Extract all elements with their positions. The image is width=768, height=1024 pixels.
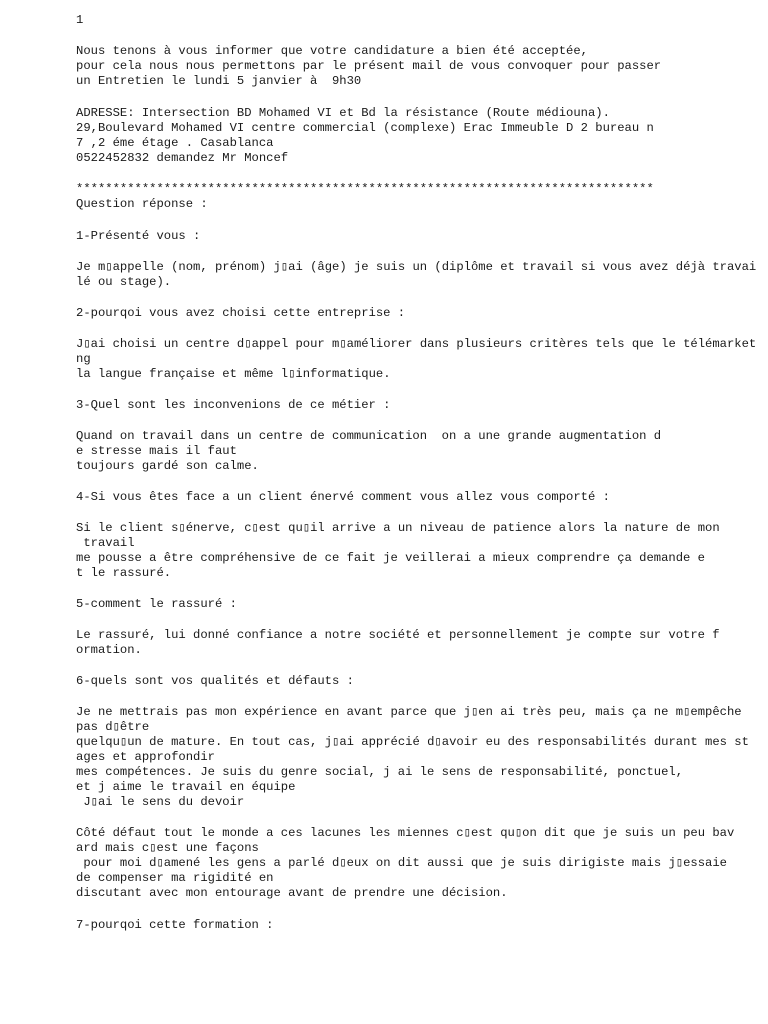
question-heading: 1-Présenté vous : xyxy=(76,229,201,243)
text-line: Je ne mettrais pas mon expérience en avant parce que j▯en ai très peu, mais ça ne m▯empêche xyxy=(76,705,742,719)
question-heading: 6-quels sont vos qualités et défauts : xyxy=(76,674,354,688)
text-line: ormation. xyxy=(76,643,142,657)
text-line: ages et approfondir xyxy=(76,750,215,764)
question-heading: 5-comment le rassuré : xyxy=(76,597,237,611)
text-line: pour cela nous nous permettons par le présent mail de vous convoquer pour passer xyxy=(76,59,662,73)
text-line: mes compétences. Je suis du genre social, j ai le sens de responsabilité, ponctuel, xyxy=(76,765,684,779)
page-number: 1 xyxy=(76,13,84,27)
text-line: travail xyxy=(76,536,135,550)
text-line: J▯ai le sens du devoir xyxy=(76,795,245,809)
text-line: Quand on travail dans un centre de communication on a une grande augmentation d xyxy=(76,429,662,443)
text-line: t le rassuré. xyxy=(76,566,172,580)
text-line: Le rassuré, lui donné confiance a notre société et personnellement je compte sur votre f xyxy=(76,628,720,642)
text-line: un Entretien le lundi 5 janvier à 9h30 xyxy=(76,74,362,88)
text-line: e stresse mais il faut xyxy=(76,444,237,458)
text-line: de compenser ma rigidité en xyxy=(76,871,274,885)
text-line: et j aime le travail en équipe xyxy=(76,780,296,794)
text-line: toujours gardé son calme. xyxy=(76,459,259,473)
text-line: me pousse a être compréhensive de ce fait je veillerai a mieux comprendre ça demande e xyxy=(76,551,705,565)
question-heading: 7-pourqoi cette formation : xyxy=(76,918,274,932)
separator-line: ******************************************************************************* xyxy=(76,182,654,196)
text-line: 29,Boulevard Mohamed VI centre commercial (complexe) Erac Immeuble D 2 bureau n xyxy=(76,121,654,135)
section-heading: Question réponse : xyxy=(76,197,208,211)
question-heading: 2-pourqoi vous avez choisi cette entreprise : xyxy=(76,306,406,320)
text-line: discutant avec mon entourage avant de prendre une décision. xyxy=(76,886,508,900)
text-line: la langue française et même l▯informatique. xyxy=(76,367,391,381)
question-heading: 4-Si vous êtes face a un client énervé comment vous allez vous comporté : xyxy=(76,490,610,504)
text-line: Nous tenons à vous informer que votre candidature a bien été acceptée, xyxy=(76,44,588,58)
text-line: 7 ,2 éme étage . Casablanca xyxy=(76,136,274,150)
text-line: ng xyxy=(76,352,91,366)
question-heading: 3-Quel sont les inconvenions de ce métier : xyxy=(76,398,391,412)
text-line: Si le client s▯énerve, c▯est qu▯il arrive a un niveau de patience alors la nature de mon xyxy=(76,521,720,535)
text-line: J▯ai choisi un centre d▯appel pour m▯améliorer dans plusieurs critères tels que le télémarket xyxy=(76,337,757,351)
text-line: Côté défaut tout le monde a ces lacunes les miennes c▯est qu▯on dit que je suis un peu bav xyxy=(76,826,735,840)
text-line: ard mais c▯est une façons xyxy=(76,841,259,855)
text-line: 0522452832 demandez Mr Moncef xyxy=(76,151,289,165)
text-line: pour moi d▯amené les gens a parlé d▯eux on dit aussi que je suis dirigiste mais j▯essaie xyxy=(76,856,727,870)
text-line: pas d▯être xyxy=(76,720,150,734)
text-line: Je m▯appelle (nom, prénom) j▯ai (âge) je suis un (diplôme et travail si vous avez déjà travai xyxy=(76,260,757,274)
text-line: lé ou stage). xyxy=(76,275,172,289)
text-line: quelqu▯un de mature. En tout cas, j▯ai apprécié d▯avoir eu des responsabilités durant mes st xyxy=(76,735,749,749)
text-line: ADRESSE: Intersection BD Mohamed VI et Bd la résistance (Route médiouna). xyxy=(76,106,610,120)
